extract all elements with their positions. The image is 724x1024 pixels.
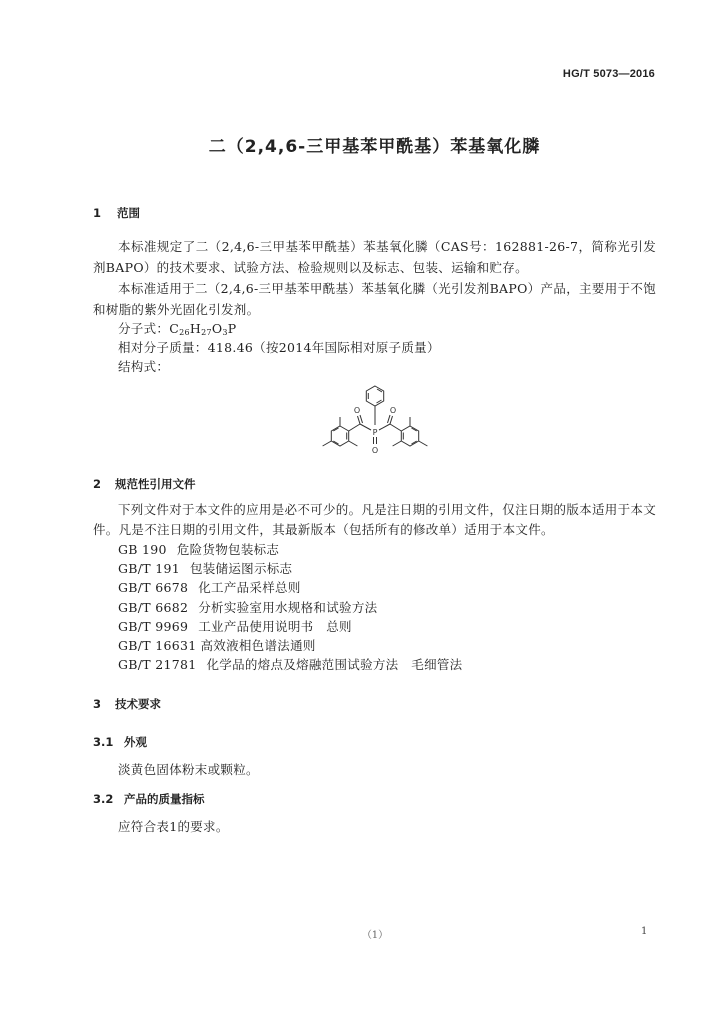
mesityl-ring xyxy=(401,426,418,446)
structure-bond xyxy=(390,416,393,424)
scope-paragraph-1: 本标准规定了二（2,4,6-三甲基苯甲酰基）苯基氧化膦（CAS号：162881-26-7，简称光引发剂BAPO）的技术要求、试验方法、检验规则以及标志、包装、运输和贮存。 xyxy=(93,239,656,275)
reference-code: GB 190 xyxy=(118,542,167,557)
quality-index-text: 应符合表1的要求。 xyxy=(118,819,229,834)
structure-bond xyxy=(360,415,363,423)
section-3-heading xyxy=(93,696,161,712)
oxygen-atom: O xyxy=(389,406,397,415)
reference-list xyxy=(118,540,462,674)
oxygen-atom: O xyxy=(371,446,379,455)
subsection-number: 3.1 xyxy=(93,735,114,749)
reference-item xyxy=(118,598,462,617)
reference-item xyxy=(118,655,462,674)
reference-code: GB/T 21781 xyxy=(118,657,197,673)
subsection-title: 外观 xyxy=(124,735,147,749)
section-title: 技术要求 xyxy=(115,697,161,711)
structure-bond xyxy=(390,424,401,431)
reference-item xyxy=(118,636,462,655)
formula-count: 26 xyxy=(179,328,190,337)
references-paragraph: 下列文件对于本文件的应用是必不可少的。凡是注日期的引用文件，仅注日期的版本适用于本文件。凡是不注日期的引用文件，其最新版本（包括所有的修改单）适用于本文件。 xyxy=(93,502,656,537)
reference-item xyxy=(118,540,462,559)
reference-title: 危险货物包装标志 xyxy=(176,542,280,557)
formula-element: H xyxy=(189,321,202,336)
structure-bond xyxy=(388,415,391,423)
appearance-text: 淡黄色固体粉末或颗粒。 xyxy=(118,762,259,777)
reference-code: GB/T 6678 xyxy=(118,580,189,596)
page-number: 1 xyxy=(641,926,648,937)
phenyl-ring xyxy=(366,386,383,406)
formula-element: O xyxy=(211,321,223,336)
standard-code: HG/T 5073—2016 xyxy=(562,68,655,80)
reference-code: GB/T 16631 xyxy=(118,638,197,654)
subsection-title: 产品的质量指标 xyxy=(124,792,205,806)
subsection-number: 3.2 xyxy=(93,792,114,806)
mesityl-ring xyxy=(331,426,348,446)
reference-title: 化工产品采样总则 xyxy=(198,580,301,596)
formula-element: C xyxy=(169,321,180,336)
reference-title: 高效液相色谱法通则 xyxy=(200,638,316,654)
molecular-weight: 相对分子质量：418.46（按2014年国际相对原子质量） xyxy=(118,340,440,355)
reference-title: 化学品的熔点及熔融范围试验方法 毛细管法 xyxy=(206,657,463,673)
methyl-bond xyxy=(323,441,332,446)
reference-title: 包装储运图示标志 xyxy=(189,561,293,577)
reference-item xyxy=(118,617,462,636)
reference-code: GB/T 9969 xyxy=(118,618,189,634)
scope-paragraph-2: 本标准适用于二（2,4,6-三甲基苯甲酰基）苯基氧化膦（光引发剂BAPO）产品，主要用于不饱和树脂的紫外光固化引发剂。 xyxy=(93,281,656,317)
structure-bond xyxy=(358,416,361,424)
structural-formula xyxy=(312,380,442,462)
section-title: 规范性引用文件 xyxy=(115,477,196,491)
structure-bond xyxy=(349,424,360,431)
section-title: 范围 xyxy=(117,206,140,220)
structure-bond xyxy=(360,424,371,430)
formula-label: 分子式： xyxy=(118,321,170,336)
reference-title: 分析实验室用水规格和试验方法 xyxy=(198,599,378,615)
section-number: 2 xyxy=(93,477,102,491)
reference-code: GB/T 191 xyxy=(118,561,180,577)
methyl-bond xyxy=(393,441,402,446)
oxygen-atom: O xyxy=(353,406,361,415)
section-number: 3 xyxy=(93,697,102,711)
reference-code: GB/T 6682 xyxy=(118,599,189,615)
methyl-bond xyxy=(349,441,358,446)
subsection-3-1-heading xyxy=(93,734,147,750)
section-2-heading xyxy=(93,476,196,492)
reference-item xyxy=(118,559,462,578)
reference-title: 工业产品使用说明书 总则 xyxy=(198,618,352,634)
formula-element: P xyxy=(227,321,237,336)
subsection-3-2-heading xyxy=(93,791,205,807)
structure-bond xyxy=(379,424,390,430)
structure-label: 结构式： xyxy=(118,359,170,374)
formula-count: 3 xyxy=(222,328,228,337)
reference-item xyxy=(118,578,462,597)
footer-mark: （1） xyxy=(361,930,389,941)
document-title: 二（2,4,6-三甲基苯甲酰基）苯基氧化膦 xyxy=(208,137,541,157)
formula-count: 27 xyxy=(201,328,212,337)
section-number: 1 xyxy=(93,206,102,220)
phosphorus-atom: P xyxy=(372,428,378,437)
section-1-heading xyxy=(93,205,140,221)
methyl-bond xyxy=(419,441,428,446)
